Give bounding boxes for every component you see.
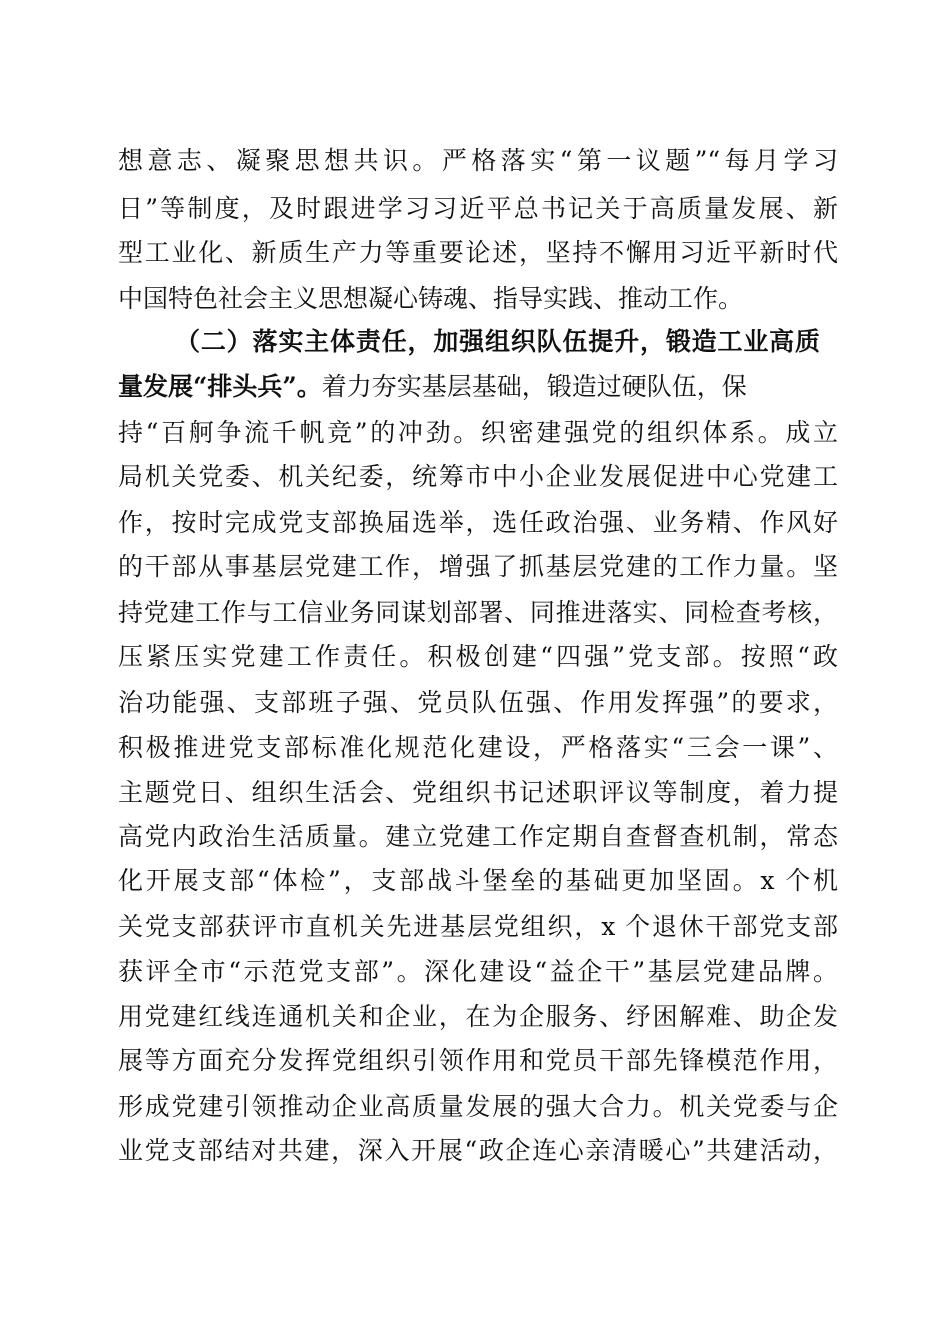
text-line: 业党支部结对共建，深入开展“政企连心亲清暖心”共建活动， [118, 1136, 838, 1165]
text-segment: 着力夯实基层基础，锻造过硬队伍，保 [321, 372, 747, 401]
text-line: 高党内政治生活质量。建立党建工作定期自查督查机制，常态 [118, 822, 838, 851]
text-line: 治功能强、支部班子强、党员队伍强、作用发挥强”的要求， [118, 688, 838, 717]
text-line: 展等方面充分发挥党组织引领作用和党员干部先锋模范作用， [118, 1046, 838, 1075]
section-heading-tail: 量发展“排头兵”。 [118, 372, 322, 401]
section-heading-line: （二）落实主体责任，加强组织队伍提升，锻造工业高质 [175, 327, 820, 356]
text-line: 获评全市“示范党支部”。深化建设“益企干”基层党建品牌。 [118, 957, 838, 986]
text-line: 日”等制度，及时跟进学习习近平总书记关于高质量发展、新 [118, 194, 838, 223]
text-line: 持党建工作与工信业务同谋划部署、同推进落实、同检查考核， [118, 598, 838, 627]
text-line: 型工业化、新质生产力等重要论述，坚持不懈用习近平新时代 [118, 238, 838, 267]
text-line: 主题党日、组织生活会、党组织书记述职评议等制度，着力提 [118, 778, 838, 807]
text-line: 积极推进党支部标准化规范化建设，严格落实“三会一课”、 [118, 733, 838, 762]
text-line: 关党支部获评市直机关先进基层党组织，x 个退休干部党支部 [118, 912, 838, 941]
text-line: 作，按时完成党支部换届选举，选任政治强、业务精、作风好 [118, 508, 838, 537]
text-line: 压紧压实党建工作责任。积极创建“四强”党支部。按照“政 [118, 642, 838, 671]
text-line: 用党建红线连通机关和企业，在为企服务、纾困解难、助企发 [118, 1002, 838, 1031]
text-line: 中国特色社会主义思想凝心铸魂、指导实践、推动工作。 [118, 284, 744, 313]
text-line-mixed [118, 367, 838, 407]
text-line: 的干部从事基层党建工作，增强了抓基层党建的工作力量。坚 [118, 552, 838, 581]
text-line: 持“百舸争流千帆竞”的冲劲。织密建强党的组织体系。成立 [118, 418, 838, 447]
text-line: 想意志、凝聚思想共识。严格落实“第一议题”“每月学习 [118, 146, 838, 175]
text-line: 形成党建引领推动企业高质量发展的强大合力。机关党委与企 [118, 1092, 838, 1121]
text-line: 局机关党委、机关纪委，统筹市中小企业发展促进中心党建工 [118, 462, 838, 491]
text-line: 化开展支部“体检”，支部战斗堡垒的基础更加坚固。x 个机 [118, 866, 838, 895]
